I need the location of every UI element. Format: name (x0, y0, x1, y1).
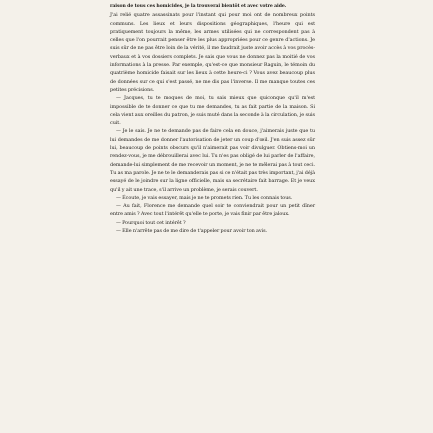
paragraph: — Pourquoi tout cet intérêt ? (116, 219, 186, 226)
paragraph: — Au fait, Florence me demande quel soir te conviendrait pour un petit dîner entre amis ? Avec tout l'intérêt qu'elle te porte, je vais finir par être jaloux. (110, 203, 315, 218)
paragraph: — Elle n'arrête pas de me dire de t'appeler pour avoir ton avis. (116, 228, 268, 235)
continued-line: raison de tous ces homicides, je la trouverai bientôt et avec votre aide. (110, 4, 287, 9)
paragraph: — Jacques, tu te moques de moi, tu sais mieux que quiconque qu'il m'est impossible de te donner ce que tu me demandes, tu as fait partie de la maison. Si cela vient aux oreilles du patron, je suis muté dans la seconde à la circulation, je suis cuit. (110, 95, 315, 127)
paragraph: — Je le sais. Je ne te demande pas de faire cela en douce, j'aimerais juste que tu lui demandes de me donner l'autorisation de jeter un coup d'œil. J'en suis assez sûr lui, beaucoup de points obscurs qu'il n'aimerait pas voir divulguer. Obtiens-moi un rendez-vous, je me débrouillerai avec lui. Tu n'es pas obligé de lui parler de l'affaire, demande-lui simplement de me recevoir un moment, je ne te mêlerai pas à tout ceci. Tu as ma parole. Je ne te le demanderais pas si ce n'était pas très important, j'ai déjà essayé de le joindre sur la ligne officielle, mais sa secrétaire fait barrage. Et je veux qu'il y ait une trace, s'il arrive un problème, je serais couvert. (110, 128, 315, 193)
paragraph: J'ai relié quatre assassinats pour l'instant qui pour moi ont de nombreux points communs. Les lieux et leurs dispositions géographiques, l'heure qui est pratiquement toujours la même, les armes utilisées qui ne correspondent pas à celles que l'on pourrait penser être les plus appropriées pour ce genre d'actions. Je suis sûr de ne pas être loin de la vérité, il me faudrait juste avoir accès à vos procès-verbaux et à vos dossiers complets. Je sais que vous ne donnez pas la moitié de vos informations à la presse. Par exemple, qu'est-ce que monsieur Raguin, le témoin du quatrième homicide faisait sur les lieux à cette heure-ci ? Vous avez beaucoup plus de données sur ce qui s'est passé, ne me dis pas l'inverse. Il me manque toutes ces petites précisions. (110, 12, 315, 93)
paragraph: — Écoute, je vais essayer, mais je ne te promets rien. Tu les connais tous. (116, 194, 293, 201)
